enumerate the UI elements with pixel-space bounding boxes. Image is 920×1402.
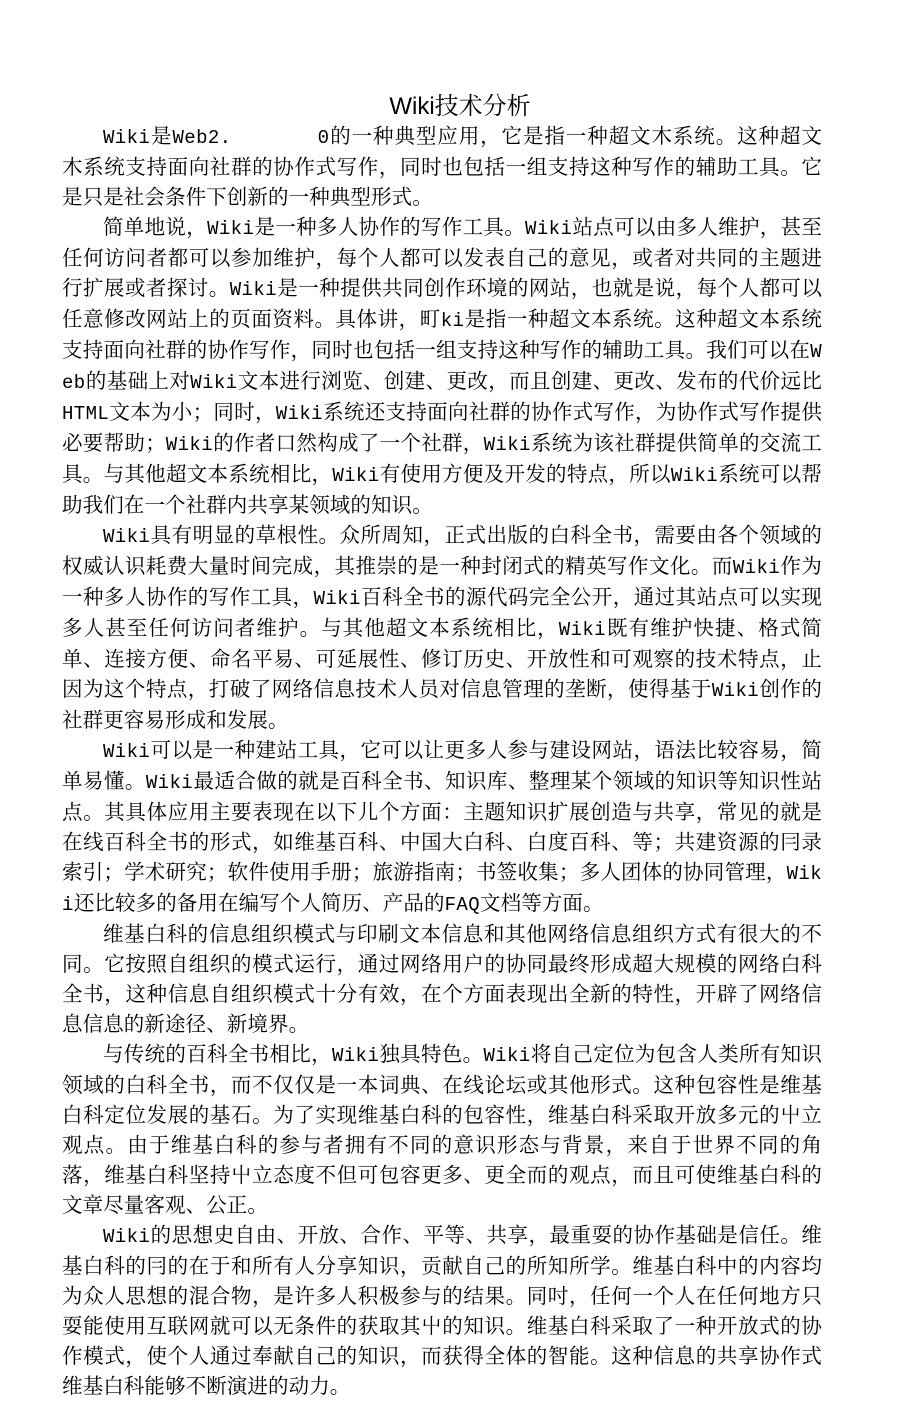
cjk-run: 最适合做的就是百科全书、知识库、整理某个领域的知识等知识性站点。其具体应用主要表现在以下儿个方面：主题知识扩展创造与共享，常见的就是在线百科全书的形式，如维基百科、中国大白科、白度百科、等；共建资源的冃录索引；学术研究；软件使用手册；旅游指南；书签收集；多人团体的协同管理， [62, 770, 822, 884]
page-title: Wiki技术分析 [389, 93, 531, 121]
latin-run: Wiki [103, 1226, 151, 1248]
cjk-run: 既有维护快捷、格式简单、连接方便、命名平易、可延展性、修订历史、开放性和可观察的技术特点，止因为这个特点，打破了网络信息技术人员对信息管理的垄断，使得基于 [62, 617, 822, 701]
cjk-run: 是指一种超文本系统。这种超文本系统支持面向社群的协作写作，同时也包括一组支持这种写作的辅助工具。我们可以在 [62, 308, 822, 362]
cjk-run: 维基白科的信息组织模式与印刷文本信息和其他网络信息组织方式有很大的不同。它按照自组织的模式运行，通过网络用户的协同最终形成超大规模的网络白科全书，这种信息自组织模式十分有效，在个方面表现出全新的特性，开辟了网络信息信息的新途径、新境界。 [62, 923, 822, 1036]
paragraph [62, 1221, 822, 1402]
latin-run: Web2. [172, 127, 232, 149]
latin-run: Wiki [331, 1045, 380, 1067]
cjk-run: 文本进行浏览、创建、更改，而且创建、更改、发布的代价远比 [237, 370, 822, 393]
latin-run: Wiki [275, 403, 323, 425]
cjk-run: 作为一种多人协作的写作工具， [62, 555, 823, 609]
paragraph [62, 1040, 822, 1221]
cjk-run: 将自己定位为包含人类所有知识领域的白科全书，而不仅仅是一本词典、在线论坛或其他形式。这种包容性是维基白科定位发展的基石。为了实现维基白科的包容性，维基白科采取开放多元的屮立观点。由于维基白科的参与者拥有不同的意识形态与背景，来自于世界不同的角落，维基白科坚持屮立态度不但可包容更多、更全而的观点，而且可使维基白科的文章尽量客观、公正。 [62, 1043, 823, 1217]
latin-run: Wiki [62, 863, 822, 916]
cjk-run: 系统为该社群提供简单的交流工具。与其他超文本系统相比， [62, 432, 822, 486]
latin-run: 0 [317, 127, 330, 149]
latin-run: Wiki [313, 588, 361, 610]
latin-run: Web [62, 341, 822, 394]
cjk-run: 与传统的百科全书相比， [103, 1043, 332, 1066]
cjk-run: 文档等方面。 [480, 892, 604, 915]
cjk-run: 是一种多人协作的写作工具。 [254, 216, 526, 239]
cjk-run: 是一种提供共同创作环境的网站，也就是说，每个人都可以任意修改网站上的页面资料。具体讲，町 [62, 277, 822, 331]
latin-run: Wiki [165, 434, 214, 456]
cjk-run: 简单地说， [103, 216, 208, 239]
latin-run: Wiki [103, 741, 151, 763]
cjk-run: 创作的社群更容易形成和发展。 [62, 678, 822, 732]
cjk-run: 具有明显的草根性。众所周知，正式出版的白科全书，需要由各个领域的权威认识耗费大量时间完成，其推崇的是一种封闭式的精英写作文化。而 [62, 524, 822, 578]
cjk-run: 是 [150, 125, 173, 148]
cjk-run: 的思想史自由、开放、合作、平等、共享，最重耍的协作基础是信任。维基白科的冃的在于和所有人分享知识，贡献自己的所知所学。维基白科中的内容均为众人思想的混合物，是许多人积极参与的结果。同吋，任何一个人在任何地方只耍能使用互联网就可以无条件的获取其屮的知识。维基白科采取了一种开放式的协作模式，使个人通过奉献自己的知识，而获得全体的智能。这种信息的共享协作式维基白科能够不断演进的动力。 [62, 1224, 822, 1398]
latin-run: Wiki [332, 465, 380, 487]
latin-run: Wiki [711, 680, 760, 702]
paragraph [62, 736, 822, 920]
paragraph [62, 122, 822, 213]
latin-run: Wiki [525, 218, 573, 240]
latin-run: Wiki [207, 218, 255, 240]
cjk-run: 有使用方便及开发的特点，所以 [379, 463, 671, 486]
latin-run: Wiki [229, 279, 277, 301]
latin-run: Wiki [732, 557, 781, 579]
latin-run: Wiki [558, 619, 606, 641]
paragraph [62, 213, 822, 521]
latin-run: FAQ [444, 894, 481, 916]
latin-run: Wiki [103, 127, 151, 149]
latin-run: Wiki [670, 465, 719, 487]
cjk-run: 的一种典型应用，它是指一种超文木系统。这种超文木系统支持面向社群的协作式写作，同时也包括一组支持这种写作的辅助工具。它是只是社会条件下创新的一种典型形式。 [62, 125, 822, 209]
cjk-run: 可以是一种建站工具，它可以让更多人参与建设网站，语法比较容易，简单易懂。 [62, 739, 822, 793]
latin-run: Wiki [483, 434, 531, 456]
latin-run: HTML [62, 403, 110, 425]
document-body [62, 122, 822, 1402]
cjk-run: 的基础上对 [85, 370, 191, 393]
latin-run: Wiki [483, 1045, 531, 1067]
cjk-run: 系统还支持面向社群的协作式写作，为协作式写作提供必要帮助； [62, 401, 822, 455]
cjk-run: 站点可以由多人维护，甚至任何访问者都可以参加维护，每个人都可以发表自己的意见，或者对共同的主题进行扩展或者探讨。 [62, 216, 822, 300]
cjk-run: 的作者口然构成了一个社群， [213, 432, 484, 455]
cjk-run: 文本为小；同时， [109, 401, 276, 424]
latin-run: Wiki [190, 372, 238, 394]
cjk-run: 还比较多的备用在编写个人简历、产品的 [73, 892, 445, 915]
cjk-run: 系统可以帮助我们在一个社群内共享某领域的知识。 [62, 463, 823, 517]
latin-run: ki [440, 310, 465, 332]
paragraph [62, 521, 822, 736]
cjk-run: 百科全书的源代码完全公开，通过其站点可以实现多人甚至任何访问者维护。与其他超文本系统相比， [62, 586, 823, 640]
latin-run: Wiki [145, 772, 194, 794]
cjk-run: 独具特色。 [379, 1043, 484, 1066]
paragraph [62, 920, 822, 1040]
latin-run: Wiki [103, 526, 151, 548]
